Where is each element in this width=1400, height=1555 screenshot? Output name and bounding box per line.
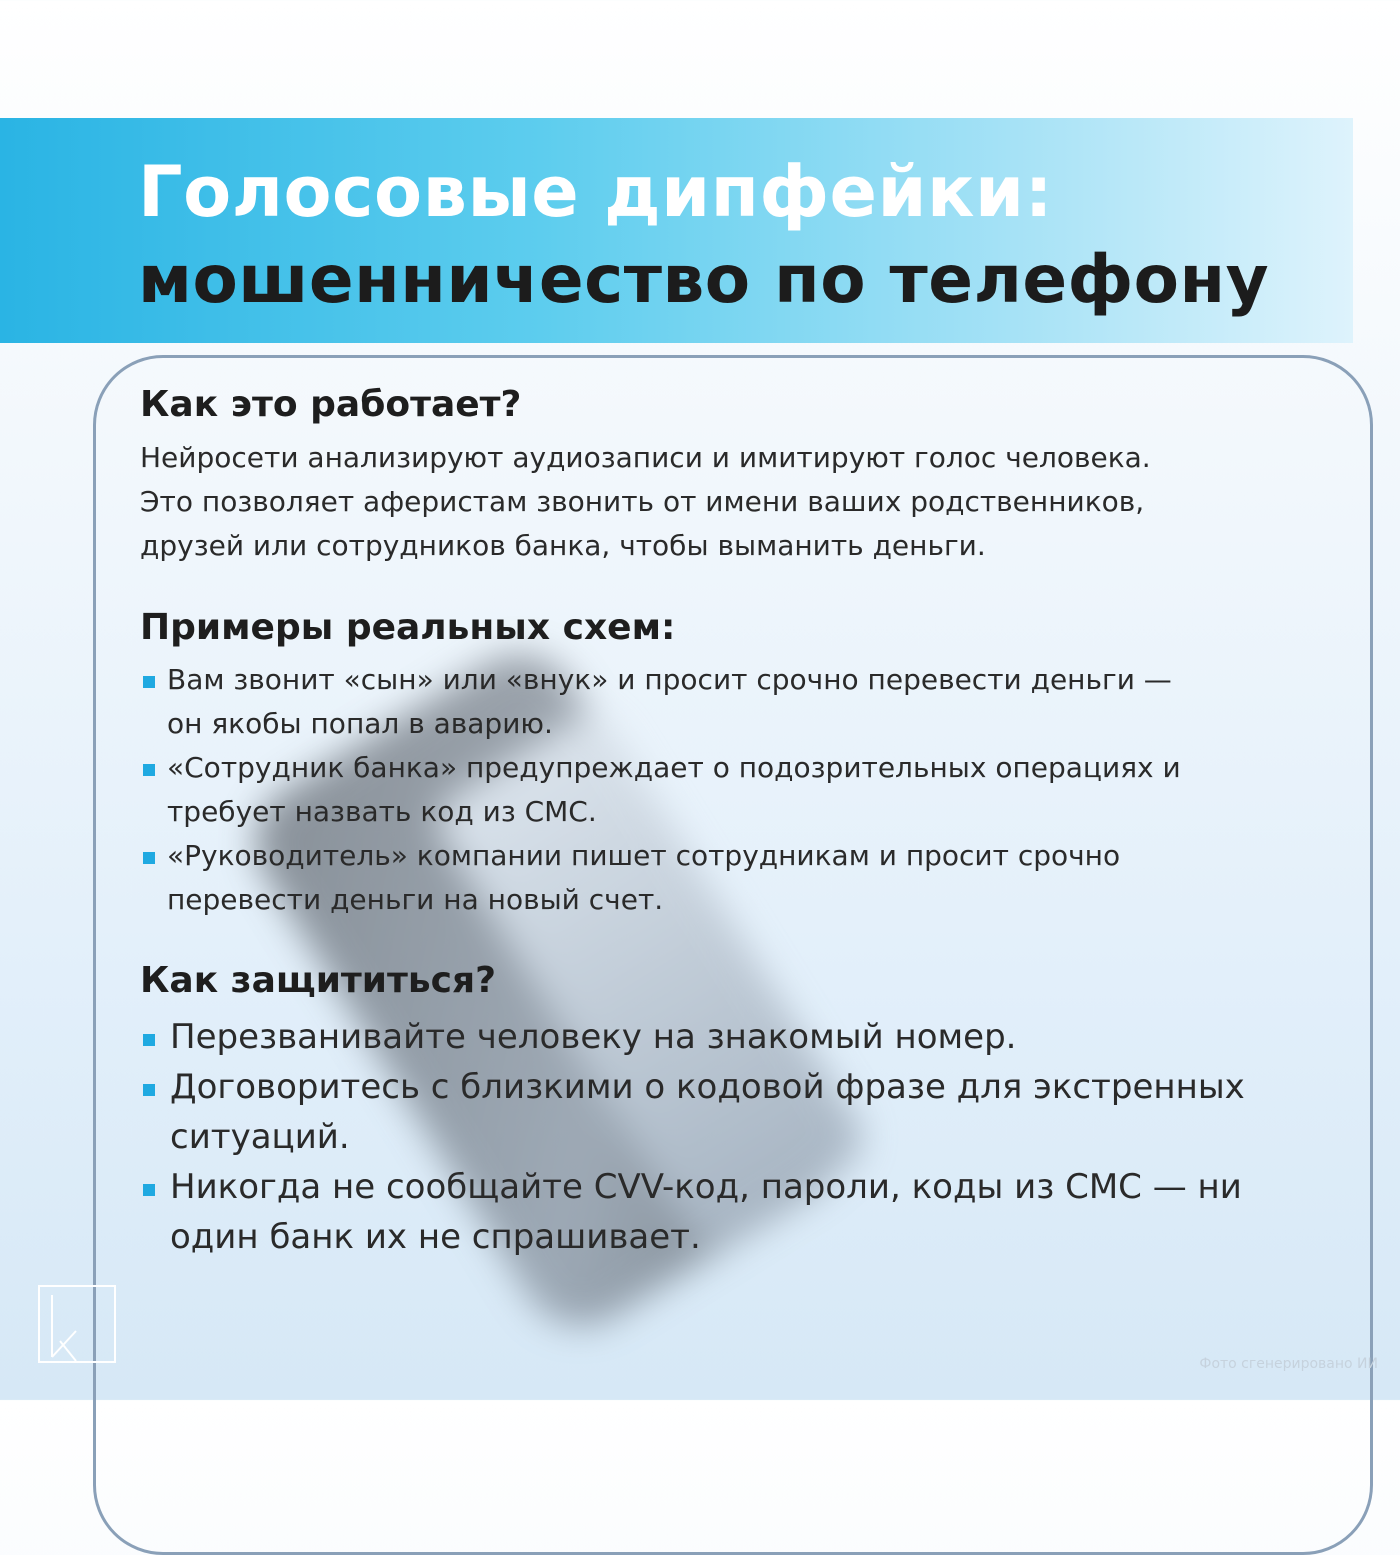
list-item-line: ситуаций. xyxy=(170,1117,350,1157)
list-item xyxy=(140,658,1340,746)
square-bullet-icon xyxy=(143,1084,155,1096)
list-item-line: Вам звонит «сын» или «внук» и просит срочно перевести деньги — xyxy=(167,663,1172,696)
how-it-works-paragraph xyxy=(140,436,1320,568)
section-title-how-it-works: Как это работает? xyxy=(140,384,522,425)
square-bullet-icon xyxy=(143,852,155,864)
list-item-line: Никогда не сообщайте CVV-код, пароли, коды из СМС — ни xyxy=(170,1167,1242,1207)
square-bullet-icon xyxy=(143,1184,155,1196)
list-item-line: требует назвать код из СМС. xyxy=(167,795,597,828)
paragraph-line: Это позволяет аферистам звонить от имени ваших родственников, xyxy=(140,485,1145,518)
list-item xyxy=(140,746,1340,834)
page-title-line-2: мошенничество по телефону xyxy=(138,241,1270,318)
section-title-protection: Как защититься? xyxy=(140,960,496,1001)
paragraph-line: друзей или сотрудников банка, чтобы выманить деньги. xyxy=(140,529,986,562)
list-item-line: «Руководитель» компании пишет сотрудникам и просит срочно xyxy=(167,839,1121,872)
list-item xyxy=(140,1162,1340,1262)
list-item xyxy=(140,1012,1340,1062)
examples-list xyxy=(140,658,1340,922)
square-bullet-icon xyxy=(143,1034,155,1046)
protection-list xyxy=(140,1012,1340,1262)
list-item-line: он якобы попал в аварию. xyxy=(167,707,553,740)
list-item-line: перевести деньги на новый счет. xyxy=(167,883,664,916)
list-item xyxy=(140,834,1340,922)
list-item-line: один банк их не спрашивает. xyxy=(170,1217,701,1257)
square-bullet-icon xyxy=(143,764,155,776)
list-item xyxy=(140,1062,1340,1162)
paragraph-line: Нейросети анализируют аудиозаписи и имитируют голос человека. xyxy=(140,441,1151,474)
square-bullet-icon xyxy=(143,676,155,688)
section-title-examples: Примеры реальных схем: xyxy=(140,607,676,648)
list-item-line: Договоритесь с близкими о кодовой фразе для экстренных xyxy=(170,1067,1245,1107)
ai-photo-note: Фото сгенерировано ИИ xyxy=(1199,1356,1378,1372)
page-title-line-1: Голосовые дипфейки: xyxy=(138,151,1054,233)
k-logo-icon xyxy=(38,1285,116,1363)
list-item-line: «Сотрудник банка» предупреждает о подозрительных операциях и xyxy=(167,751,1181,784)
list-item-line: Перезванивайте человеку на знакомый номер. xyxy=(170,1017,1017,1057)
